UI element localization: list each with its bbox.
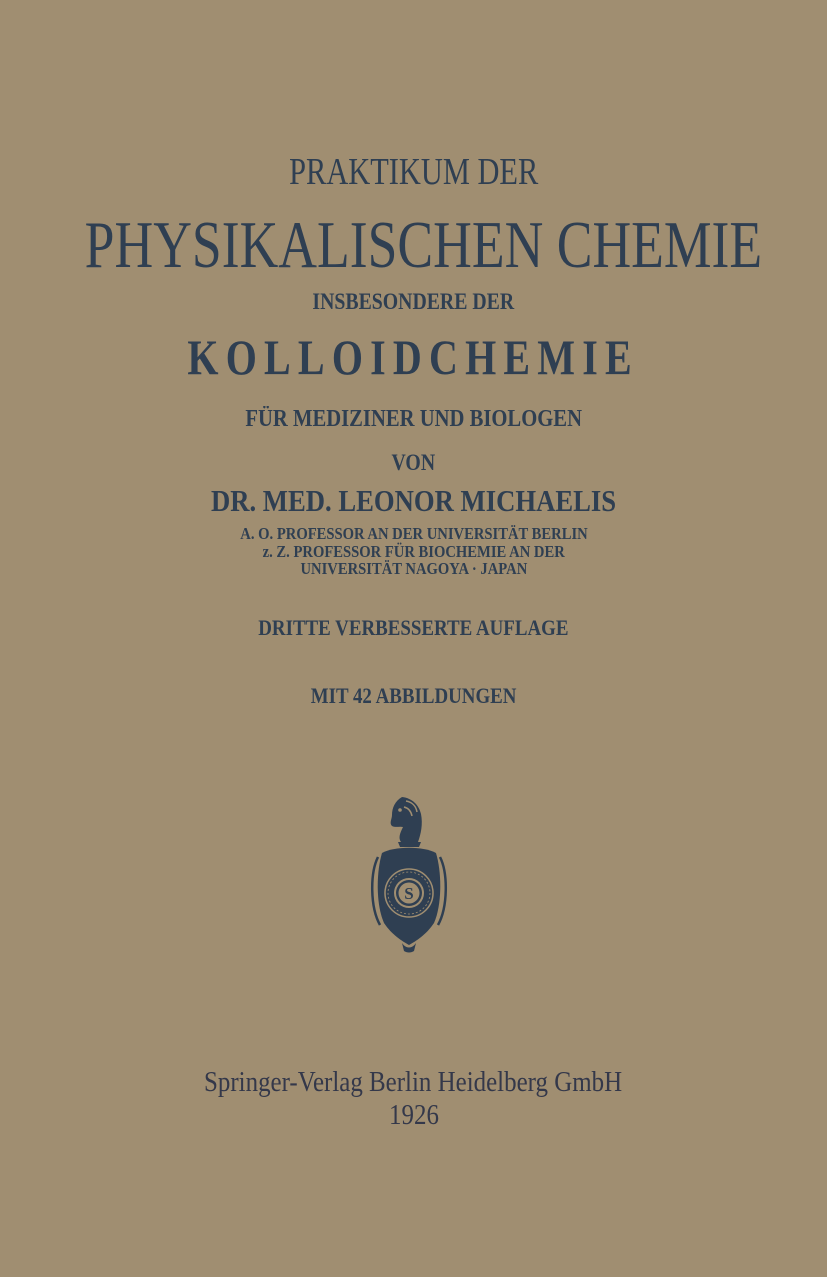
subtitle-line-1: INSBESONDERE DER	[312, 289, 515, 314]
title-line-2: PHYSIKALISCHEN CHEMIE	[84, 208, 763, 282]
seal-monogram: S	[404, 884, 414, 903]
edition-line: DRITTE VERBESSERTE AUFLAGE	[258, 615, 569, 640]
author-name: DR. MED. LEONOR MICHAELIS	[210, 483, 617, 518]
title-line-1: PRAKTIKUM DER	[288, 151, 539, 193]
publisher-line: Springer-Verlag Berlin Heidelberg GmbH	[204, 1066, 623, 1098]
affiliation-line-2: z. Z. PROFESSOR FÜR BIOCHEMIE AN DER	[262, 542, 565, 561]
audience-line: FÜR MEDIZINER UND BIOLOGEN	[245, 406, 582, 432]
affiliation-line-3: UNIVERSITÄT NAGOYA · JAPAN	[300, 559, 527, 578]
springer-knight-seal-icon	[362, 793, 456, 953]
von-line: VON	[391, 450, 436, 475]
subtitle-line-2: KOLLOIDCHEMIE	[187, 329, 640, 385]
illustrations-line: MIT 42 ABBILDUNGEN	[310, 683, 517, 708]
affiliation-line-1: A. O. PROFESSOR AN DER UNIVERSITÄT BERLIN	[239, 524, 588, 543]
publication-year: 1926	[388, 1099, 439, 1131]
